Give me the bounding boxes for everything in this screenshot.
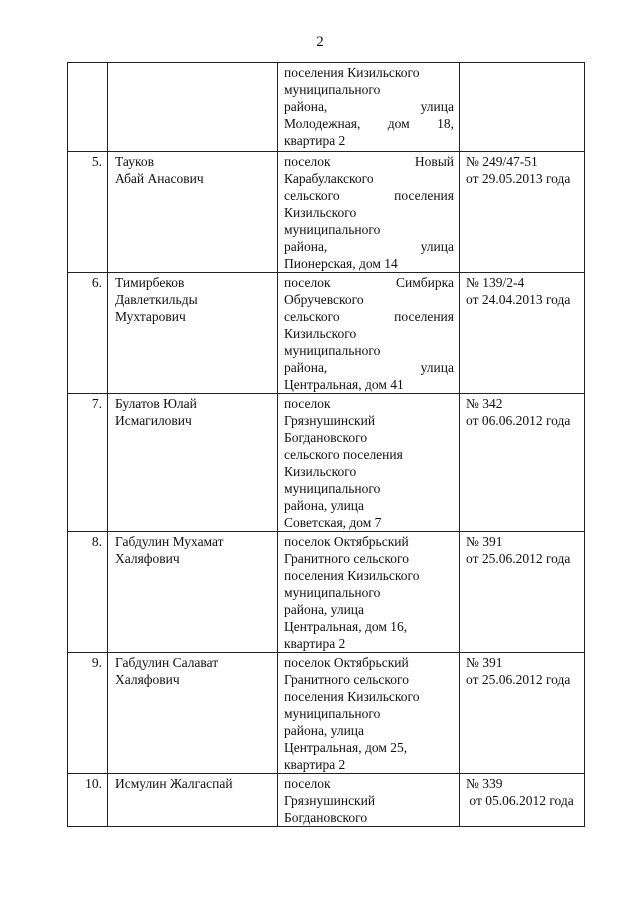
decision-line: № 391 [466,655,503,670]
address-line: Центральная, дом 25, [284,740,408,755]
row-number: 8. [91,534,102,549]
row-number: 10. [85,776,102,791]
address-cell [278,394,460,532]
address-cell [278,152,460,273]
address-line: Пионерская, дом 14 [284,256,398,271]
address-line: поселок [284,396,331,411]
address-line: поселок Новый [284,154,454,169]
decision-line: № 391 [466,534,503,549]
person-name-line: Габдулин Мухамат [115,534,224,549]
address-line: района, улица [284,239,454,254]
address-cell [278,63,460,152]
decision-cell [460,653,585,774]
person-name-cell [108,774,278,827]
table-row [68,394,585,532]
row-number: 9. [91,655,102,670]
address-line: поселок Октябрьский [284,655,409,670]
row-number-cell [68,63,108,152]
person-name-cell [108,394,278,532]
address-line: Кизильского [284,464,357,479]
address-line: Кизильского [284,326,357,341]
address-line: района, улица [284,602,365,617]
decision-line: от 06.06.2012 года [466,413,571,428]
address-line: Молодежная, дом 18, [284,116,454,131]
person-name-line: Халяфович [115,672,180,687]
decision-cell [460,774,585,827]
address-line: муниципального [284,481,381,496]
decision-cell [460,394,585,532]
table-row [68,63,585,152]
person-name-line: Тауков [115,154,154,169]
address-line: муниципального [284,222,381,237]
person-name-cell [108,63,278,152]
address-cell [278,532,460,653]
address-line: Грязнушинский [284,793,376,808]
person-name-line: Тимирбеков [115,275,185,290]
address-line: сельского поселения [284,309,454,324]
decision-line: от 25.06.2012 года [466,551,571,566]
decision-line: № 342 [466,396,503,411]
person-name-line: Габдулин Салават [115,655,219,670]
decision-line: от 25.06.2012 года [466,672,571,687]
address-line: района, улица [284,99,454,114]
address-line: квартира 2 [284,133,346,148]
decision-line: № 339 [466,776,503,791]
address-cell [278,273,460,394]
decision-cell [460,273,585,394]
address-line: Богдановского [284,430,368,445]
row-number: 7. [91,396,102,411]
decision-line: от 24.04.2013 года [466,292,571,307]
row-number-cell [68,532,108,653]
person-name-line: Мухтарович [115,309,186,324]
address-line: Гранитного сельского [284,551,409,566]
table-row [68,774,585,827]
table-row [68,653,585,774]
address-cell [278,774,460,827]
residents-table [67,62,585,827]
decision-line: № 249/47-51 [466,154,538,169]
row-number-cell [68,774,108,827]
person-name-line: Исмагилович [115,413,192,428]
row-number-cell [68,273,108,394]
address-line: Кизильского [284,205,357,220]
address-line: сельского поселения [284,447,403,462]
person-name-cell [108,273,278,394]
person-name-line: Булатов Юлай [115,396,197,411]
address-line: Центральная, дом 41 [284,377,404,392]
address-line: поселения Кизильского [284,568,420,583]
address-line: квартира 2 [284,636,346,651]
address-line: Обручевского [284,292,364,307]
address-line: муниципального [284,706,381,721]
person-name-cell [108,532,278,653]
address-line: муниципального [284,585,381,600]
decision-line: от 29.05.2013 года [466,171,571,186]
address-line: Центральная, дом 16, [284,619,408,634]
address-line: района, улица [284,723,365,738]
row-number-cell [68,394,108,532]
address-line: поселок Симбирка [284,275,454,290]
decision-line: от 05.06.2012 года [466,793,574,808]
person-name-line: Исмулин Жалгаспай [115,776,233,791]
address-line: Карабулакского [284,171,374,186]
address-line: квартира 2 [284,757,346,772]
person-name-cell [108,653,278,774]
address-line: поселок Октябрьский [284,534,409,549]
table-body [68,63,585,827]
page-number: 2 [316,34,324,50]
row-number: 6. [91,275,102,290]
address-line: поселения Кизильского [284,689,420,704]
decision-line: № 139/2-4 [466,275,525,290]
address-line: поселения Кизильского [284,65,420,80]
person-name-cell [108,152,278,273]
address-line: муниципального [284,343,381,358]
row-number-cell [68,653,108,774]
person-name-line: Халяфович [115,551,180,566]
address-line: района, улица [284,360,454,375]
person-name-line: Абай Анасович [115,171,204,186]
address-line: района, улица [284,498,365,513]
table-row [68,273,585,394]
address-line: Советская, дом 7 [284,515,382,530]
decision-cell [460,63,585,152]
address-line: Гранитного сельского [284,672,409,687]
table-row [68,532,585,653]
address-line: Грязнушинский [284,413,376,428]
address-line: поселок [284,776,331,791]
address-line: сельского поселения [284,188,454,203]
row-number-cell [68,152,108,273]
address-line: Богдановского [284,810,368,825]
row-number: 5. [91,154,102,169]
decision-cell [460,532,585,653]
address-cell [278,653,460,774]
table-row [68,152,585,273]
decision-cell [460,152,585,273]
person-name-line: Давлеткильды [115,292,198,307]
address-line: муниципального [284,82,381,97]
